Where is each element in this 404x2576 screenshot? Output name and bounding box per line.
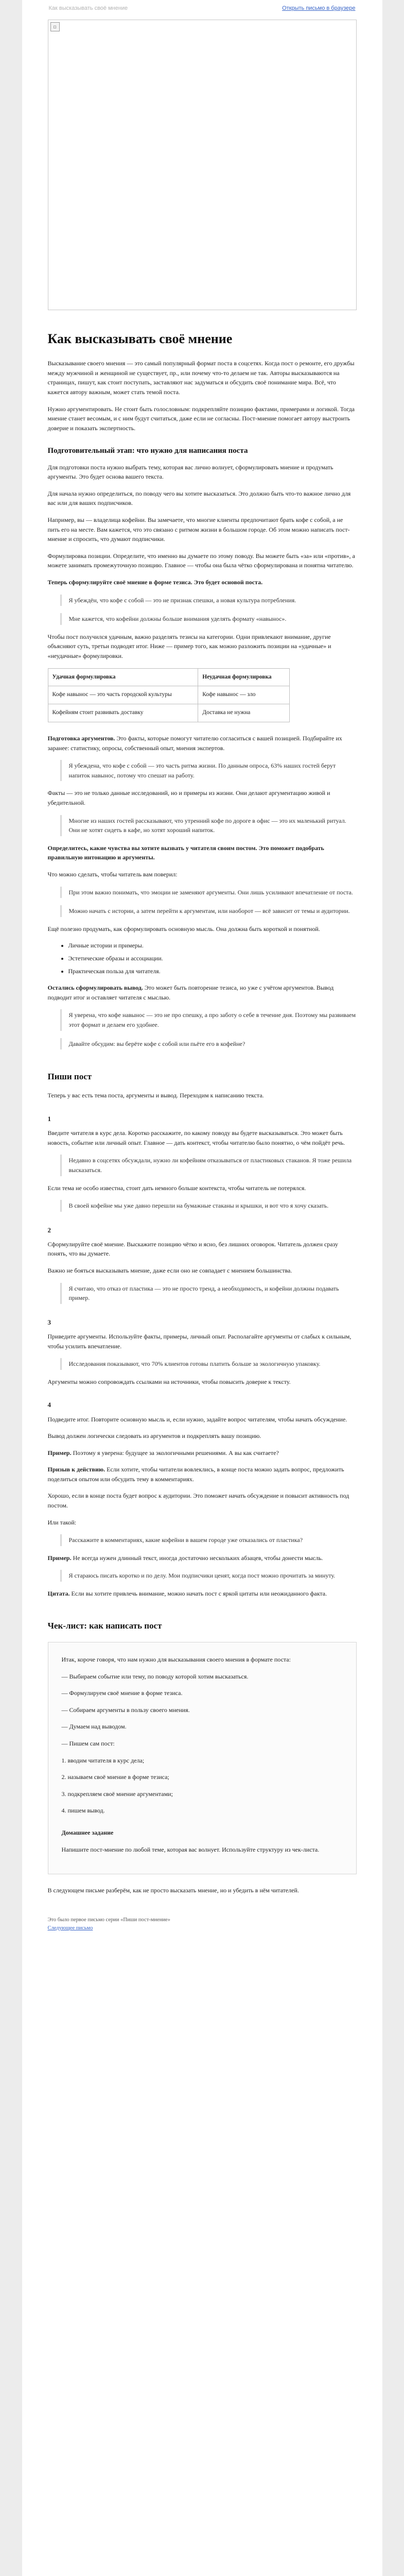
list-item: • Практическая польза для читателя. bbox=[68, 967, 357, 976]
step-number: 4 bbox=[47, 1401, 51, 1409]
inline-text: Поэтому я уверена: будущее за экологичными решениями. А вы как считаете? bbox=[73, 1449, 279, 1456]
inline-heading: Остались сформулировать вывод. bbox=[47, 984, 143, 992]
inline-text: Это может быть повторение тезиса, но уже с учётом аргументов. Вывод подводит итог и оставляет читателя с мыслью. bbox=[47, 984, 334, 1001]
paragraph: Или такой: bbox=[47, 1518, 77, 1526]
step-number: 1 bbox=[47, 1115, 51, 1123]
paragraph bbox=[48, 1589, 357, 1599]
list-item: • Личные истории и примеры. bbox=[68, 941, 357, 951]
table-cell: Кофе навынос — зло bbox=[198, 686, 289, 704]
example-quote: Многие из наших гостей рассказывают, что утренний кофе по дороге в офис — это их маленький ритуал. Они не хотят сидеть в кафе, но хотят хороший напиток. bbox=[60, 815, 357, 836]
table-row bbox=[48, 704, 289, 722]
paragraph bbox=[48, 1553, 357, 1563]
subheading: Теперь сформулируйте своё мнение в форме тезиса. Это будет основой поста. bbox=[47, 579, 263, 586]
preheader-text: Как высказывать своё мнение bbox=[48, 5, 128, 11]
example-quote: Недавно в соцсетях обсуждали, нужно ли кофейням отказываться от пластиковых стаканов. Я тоже решила высказаться. bbox=[60, 1155, 357, 1176]
step-number: 3 bbox=[47, 1318, 51, 1326]
table-header-cell: Удачная формулировка bbox=[48, 668, 198, 686]
checklist-item: — Пишем сам пост: bbox=[61, 1739, 115, 1747]
bullet-list bbox=[48, 941, 357, 976]
paragraph bbox=[48, 1465, 357, 1484]
paragraph: Для начала нужно определиться, по поводу чего вы хотите высказаться. Это должно быть что-то важное лично для вас или для ваших подписчиков. bbox=[47, 489, 351, 507]
paragraph: Теперь у вас есть тема поста, аргументы и вывод. Переходим к написанию текста. bbox=[47, 1092, 264, 1099]
checklist-item: — Думаем над выводом. bbox=[61, 1723, 127, 1731]
paragraph: Для подготовки поста нужно выбрать тему, которая вас лично волнует, сформулировать мнение и продумать аргументы. Это будет основа вашего текста. bbox=[47, 463, 333, 481]
table-cell: Кофе навынос — это часть городской культуры bbox=[48, 686, 198, 704]
paragraph: Ещё полезно продумать, как сформулировать основную мысль. Она должна быть короткой и понятной. bbox=[47, 925, 320, 933]
section-heading: Пиши пост bbox=[47, 1072, 92, 1082]
subheading: Определитесь, какие чувства вы хотите вызвать у читателя своим постом. Это поможет подобрать правильную интонацию и аргументы. bbox=[47, 844, 324, 861]
comparison-table bbox=[48, 668, 290, 722]
inline-heading: Пример. bbox=[47, 1449, 72, 1456]
inline-heading: Призыв к действию. bbox=[47, 1466, 106, 1473]
intro-paragraph: Нужно аргументировать. Не стоит быть голословным: подкрепляйте позицию фактами, примерами и логикой. Тогда мнение станет весомым, и с ним будут считаться, даже если не согласны. Пост-мнение помогает автору выстроить доверие и показать экспертность. bbox=[47, 405, 355, 432]
example-quote: При этом важно понимать, что эмоции не заменяют аргументы. Они лишь усиливают впечатление от поста. bbox=[60, 887, 357, 899]
table-cell: Доставка не нужна bbox=[198, 704, 289, 722]
list-item: • Эстетические образы и ассоциации. bbox=[68, 954, 357, 963]
inline-text: Это факты, которые помогут читателю согласиться с вашей позицией. Подбирайте их заранее: статистику, опросы, собственный опыт, мнения экспертов. bbox=[47, 735, 342, 752]
section-heading: Подготовительный этап: что нужно для написания поста bbox=[47, 447, 248, 455]
open-in-browser-link[interactable]: Открыть письмо в браузере bbox=[282, 5, 356, 11]
paragraph: Вывод должен логически следовать из аргументов и подкреплять вашу позицию. bbox=[47, 1432, 261, 1440]
example-quote: Я стараюсь писать коротко и по делу. Мои подписчики ценят, когда пост можно прочитать за минуту. bbox=[60, 1570, 357, 1582]
article-body bbox=[22, 329, 382, 1933]
hero-image bbox=[48, 20, 357, 310]
example-quote: Расскажите в комментариях, какие кофейни в вашем городе уже отказались от пластика? bbox=[60, 1534, 357, 1546]
inline-heading: Подготовка аргументов. bbox=[47, 735, 115, 742]
checklist-item: 3. подкрепляем своё мнение аргументами; bbox=[61, 1790, 173, 1798]
intro-paragraph: Высказывание своего мнения — это самый популярный формат поста в соцсетях. Когда пост о ремонте, его дружбы между мужчиной и женщиной не существует, пр., или почему что-то делаем не так. Авторы высказываются на страницах, пишут, как стоит поступать, заставляют нас задуматься и обсудить своё понимание мира. Всё, что кажется автору важным, может стать темой поста. bbox=[47, 360, 355, 396]
step-text: Приведите аргументы. Используйте факты, примеры, личный опыт. Располагайте аргументы от слабых к сильным, чтобы усилить впечатление. bbox=[47, 1333, 352, 1350]
example-quote: Мне кажется, что кофейни должны больше внимания уделять формату «навынос». bbox=[60, 613, 357, 625]
inline-heading: Цитата. bbox=[47, 1590, 70, 1598]
article-title: Как высказывать своё мнение bbox=[47, 331, 233, 346]
table-header-cell: Неудачная формулировка bbox=[198, 668, 289, 686]
inline-text: Если вы хотите привлечь внимание, можно начать пост с яркой цитаты или неожиданного факта. bbox=[71, 1590, 327, 1598]
inline-text: Если хотите, чтобы читатели вовлеклись, в конце поста можно задать вопрос, предложить поделиться опытом или обсудить тему в комментариях. bbox=[47, 1466, 344, 1483]
inline-text: Не всегда нужен длинный текст, иногда достаточно нескольких абзацев, чтобы донести мысль. bbox=[73, 1554, 323, 1562]
paragraph: Например, вы — владелица кофейни. Вы замечаете, что многие клиенты предпочитают брать кофе с собой, а не пить его на месте. Вам кажется, что это связано с ритмом жизни в большом городе. Об этом можно написать пост-мнение и спросить, что думают подписчики. bbox=[47, 516, 350, 543]
outro-paragraph: В следующем письме разберём, как не просто высказать мнение, но и убедить в нём читателей. bbox=[47, 1887, 299, 1894]
table-cell: Кофейням стоит развивать доставку bbox=[48, 704, 198, 722]
paragraph bbox=[48, 1448, 357, 1458]
homework-text: Напишите пост-мнение по любой теме, которая вас волнует. Используйте структуру из чек-листа. bbox=[61, 1845, 320, 1853]
checklist-item: 1. вводим читателя в курс дела; bbox=[61, 1756, 145, 1764]
example-quote: Можно начать с истории, а затем перейти к аргументам, или наоборот — всё зависит от темы и аудитории. bbox=[60, 905, 357, 917]
example-quote: Я убеждена, что кофе с собой — это часть ритма жизни. По данным опроса, 63% наших гостей берут напиток навынос, потому что спешат на работу. bbox=[60, 760, 357, 781]
step-number: 2 bbox=[47, 1226, 51, 1234]
checklist-intro: Итак, короче говоря, что нам нужно для высказывания своего мнения в формате поста: bbox=[61, 1655, 291, 1663]
paragraph: Важно не бояться высказывать мнение, даже если оно не совпадает с мнением большинства. bbox=[47, 1267, 292, 1275]
paragraph: Аргументы можно сопровождать ссылками на источники, чтобы повысить доверие к тексту. bbox=[47, 1378, 291, 1385]
email-container bbox=[22, 0, 382, 2576]
broken-image-icon: ▫ bbox=[50, 22, 60, 31]
checklist-item: — Формулируем своё мнение в форме тезиса. bbox=[61, 1689, 183, 1697]
paragraph: Формулировка позиции. Определите, что именно вы думаете по этому поводу. Вы можете быть «за» или «против», а можете занимать промежуточную позицию. Главное — чтобы она была чётко сформулирована и понятна читателю. bbox=[47, 552, 355, 569]
paragraph: Чтобы пост получился удачным, важно разделять тезисы на категории. Одни привлекают внимание, другие объясняют суть, третьи подводят итог. Ниже — пример того, как можно разложить позиции на «удачные» и «неудачные» формулировки. bbox=[47, 633, 331, 660]
checklist-item: 4. пишем вывод. bbox=[61, 1807, 105, 1815]
example-quote: В своей кофейне мы уже давно перешли на бумажные стаканы и крышки, и вот что я хочу сказать. bbox=[60, 1200, 357, 1212]
next-letter-link[interactable]: Следующее письмо bbox=[47, 1925, 93, 1931]
series-footnote: Это было первое письмо серии «Пиши пост-мнение» bbox=[47, 1917, 170, 1923]
example-quote: Я считаю, что отказ от пластика — это не просто тренд, а необходимость, и кофейни должны подавать пример. bbox=[60, 1283, 357, 1304]
checklist-item: 2. называем своё мнение в форме тезиса; bbox=[61, 1773, 169, 1781]
paragraph: Хорошо, если в конце поста будет вопрос к аудитории. Это поможет начать обсуждение и повысит активность под постом. bbox=[47, 1492, 349, 1510]
table-header-row bbox=[48, 668, 289, 686]
paragraph bbox=[48, 983, 357, 1002]
table-row bbox=[48, 686, 289, 704]
example-quote: Я уверена, что кофе навынос — это не про спешку, а про заботу о себе в течение дня. Поэтому мы развиваем этот формат и делаем его удобнее. bbox=[60, 1009, 357, 1030]
example-quote: Давайте обсудим: вы берёте кофе с собой или пьёте его в кофейне? bbox=[60, 1038, 357, 1050]
paragraph bbox=[48, 734, 357, 753]
email-topbar bbox=[22, 0, 382, 15]
checklist-item: — Собираем аргументы в пользу своего мнения. bbox=[61, 1706, 190, 1714]
paragraph: Если тема не особо известна, стоит дать немного больше контекста, чтобы читатель не потерялся. bbox=[47, 1184, 306, 1192]
paragraph: Что можно сделать, чтобы читатель вам поверил: bbox=[47, 870, 178, 878]
checklist-item: — Выбираем событие или тему, по поводу которой хотим высказаться. bbox=[61, 1672, 249, 1680]
inline-heading: Пример. bbox=[47, 1554, 72, 1562]
step-text: Подведите итог. Повторите основную мысль и, если нужно, задайте вопрос читателям, чтобы начать обсуждение. bbox=[47, 1415, 347, 1423]
example-quote: Я убеждён, что кофе с собой — это не признак спешки, а новая культура потребления. bbox=[60, 595, 357, 606]
step-text: Введите читателя в курс дела. Коротко расскажите, по какому поводу вы будете высказываться. Это может быть новость, событие или личный опыт. Главное — дать контекст, чтобы читателю было понятно, о чём пойдёт речь. bbox=[47, 1129, 345, 1146]
paragraph: Факты — это не только данные исследований, но и примеры из жизни. Они делают аргументацию живой и убедительной. bbox=[47, 789, 330, 807]
homework-heading: Домашнее задание bbox=[61, 1828, 114, 1836]
section-heading: Чек-лист: как написать пост bbox=[47, 1620, 162, 1631]
step-text: Сформулируйте своё мнение. Выскажите позицию чётко и ясно, без лишних оговорок. Читатель должен сразу понять, что вы думаете. bbox=[47, 1240, 339, 1258]
checklist-box bbox=[48, 1642, 357, 1874]
example-quote: Исследования показывают, что 70% клиентов готовы платить больше за экологичную упаковку. bbox=[60, 1358, 357, 1370]
